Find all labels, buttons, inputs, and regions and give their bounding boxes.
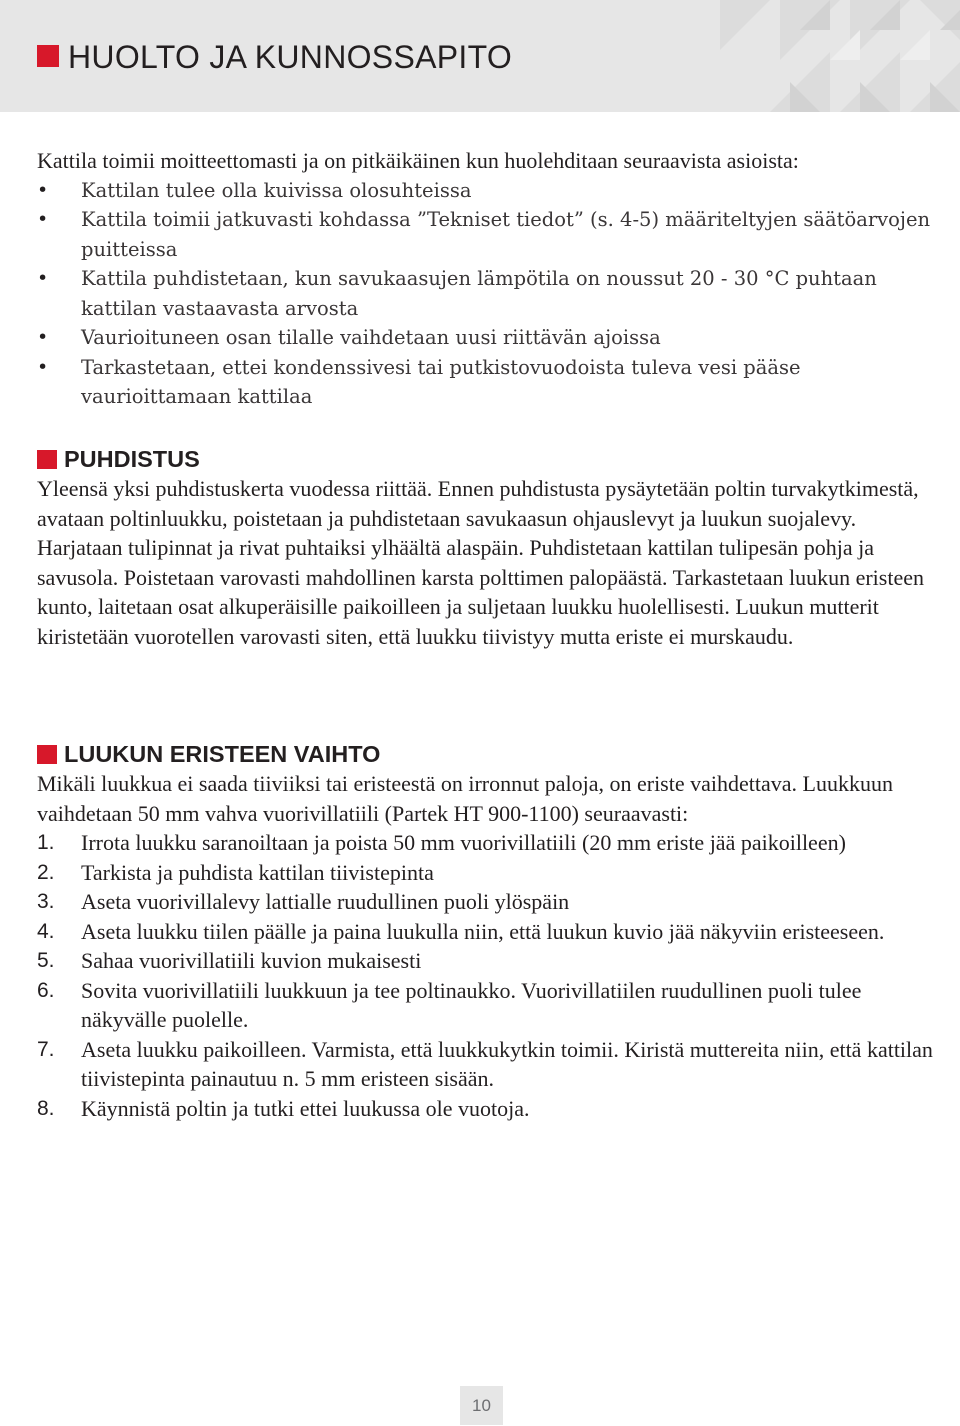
intro-lead: Kattila toimii moitteettomasti ja on pitkäikäinen kun huolehditaan seuraavista asioista: [37, 148, 799, 173]
step-number: 4. [37, 919, 55, 943]
header-accent-square [37, 45, 59, 67]
list-item: 7. Aseta luukku paikoilleen. Varmista, että luukkukytkin toimii. Kiristä muttereita niin, että kattilan tiivistepinta painautuu n. 5 mm eristeen sisään. [37, 1036, 933, 1091]
list-item: 2. Tarkista ja puhdista kattilan tiivistepinta [37, 858, 937, 888]
list-item: 1. Irrota luukku saranoiltaan ja poista 50 mm vuorivillatiili (20 mm eriste jää paikoilleen) [37, 828, 937, 858]
heading-accent-square [37, 745, 57, 764]
header-band [0, 0, 960, 112]
step-number: 8. [37, 1096, 55, 1120]
list-item: 4. Aseta luukku tiilen päälle ja paina luukulla niin, että luukun kuvio jää näkyviin eristeeseen. [37, 917, 937, 947]
list-item: 5. Sahaa vuorivillatiili kuvion mukaisesti [37, 946, 937, 976]
insulation-heading-text: LUUKUN ERISTEEN VAIHTO [64, 741, 381, 767]
insulation-intro: Mikäli luukkua ei saada tiiviiksi tai eristeestä on irronnut paloja, on eriste vaihdettava. Luukkuun vaihdetaan 50 mm vahva vuorivillatiili (Partek HT 900-1100) seuraavasti: [37, 771, 893, 826]
step-number: 1. [37, 831, 55, 854]
list-item: • Tarkastetaan, ettei kondenssivesi tai putkistovuodoista tuleva vesi pääse vaurioittamaan kattilaa [37, 353, 937, 412]
intro-section [37, 146, 937, 412]
step-number: 3. [37, 890, 55, 913]
step-number: 6. [37, 978, 55, 1002]
list-item: 8. Käynnistä poltin ja tutki ettei luukussa ole vuotoja. [37, 1094, 937, 1124]
list-item: • Kattilan tulee olla kuivissa olosuhteissa [37, 176, 937, 206]
bullet-icon: • [37, 267, 49, 289]
list-item: • Kattila toimii jatkuvasti kohdassa ”Tekniset tiedot” (s. 4-5) määriteltyjen säätöarvojen puitteissa [37, 205, 937, 264]
list-item: 6. Sovita vuorivillatiili luukkuun ja tee poltinaukko. Vuorivillatiilen ruudullinen puoli tulee näkyvälle puolelle. [37, 977, 862, 1032]
cleaning-heading-text: PUHDISTUS [64, 446, 200, 472]
step-number: 7. [37, 1037, 55, 1061]
bullet-icon: • [37, 178, 49, 201]
bullet-icon: • [37, 208, 49, 230]
heading-accent-square [37, 450, 57, 469]
insulation-steps-list [37, 828, 937, 1123]
page-number: 10 [460, 1386, 503, 1425]
list-item: • Vaurioituneen osan tilalle vaihdetaan uusi riittävän ajoissa [37, 323, 937, 353]
maintenance-bullet-list [37, 176, 937, 412]
header-pattern-graphic [540, 0, 960, 112]
list-item: 3. Aseta vuorivillalevy lattialle ruudullinen puoli ylöspäin [37, 887, 937, 917]
step-number: 5. [37, 949, 55, 972]
step-number: 2. [37, 860, 55, 884]
list-item: • Kattila puhdistetaan, kun savukaasujen lämpötila on noussut 20 - 30 °C puhtaan kattilan vastaavasta arvosta [37, 264, 937, 323]
bullet-icon: • [37, 326, 49, 348]
cleaning-paragraph: Yleensä yksi puhdistuskerta vuodessa riittää. Ennen puhdistusta pysäytetään poltin turvakytkimestä, avataan poltinluukku, poistetaan ja puhdistetaan savukaasun ohjauslevyt ja luukun suojalevy. Harjataan tulipinnat ja rivat puhtaiksi ylhäältä alaspäin. Puhdistetaan kattilan tulipesän pohja ja savusola. Poistetaan varovasti mahdollinen karsta polttimen palopäästä. Tarkastetaan luukun eristeen kunto, laitetaan osat alkuperäisille paikoilleen ja suljetaan luukku huolellisesti. Luukun mutterit kiristetään vuorotellen varovasti siten, että luukku tiivistyy mutta eriste ei murskaudu. [37, 476, 924, 649]
page-title: HUOLTO JA KUNNOSSAPITO [68, 39, 513, 75]
bullet-icon: • [37, 355, 49, 378]
